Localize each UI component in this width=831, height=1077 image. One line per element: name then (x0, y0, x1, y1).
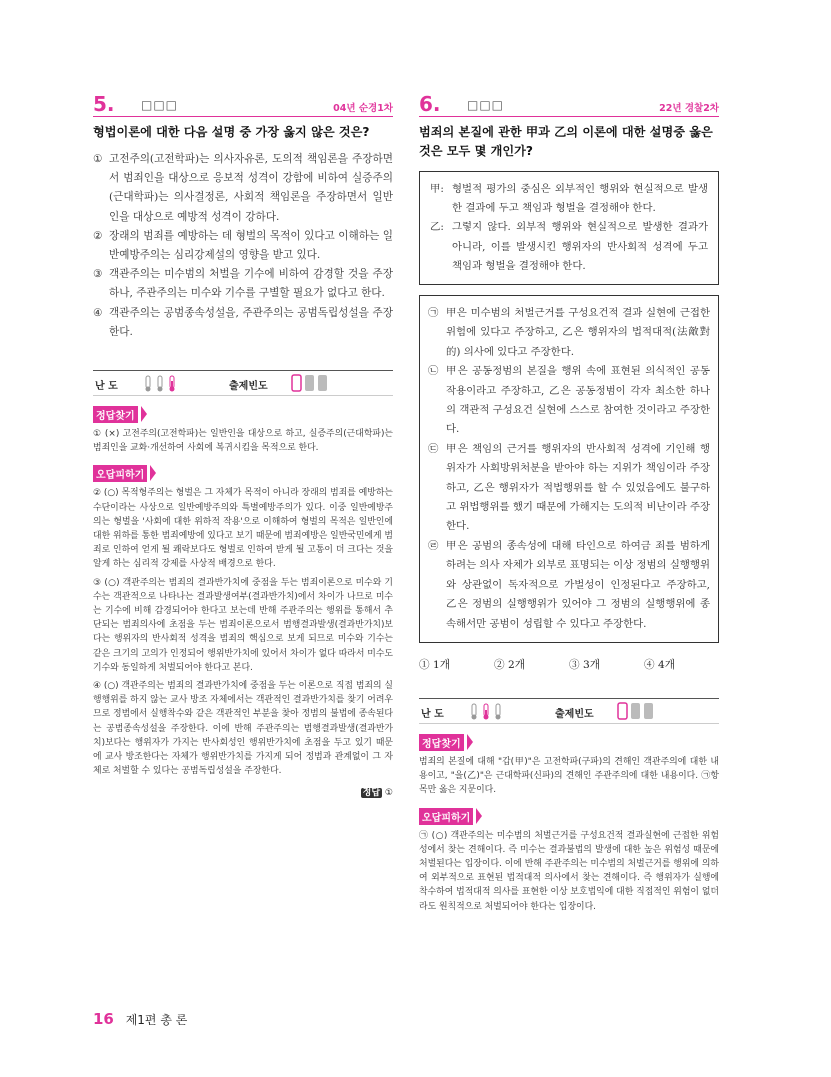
difficulty-label: 난 도 (95, 381, 118, 393)
option: ① 고전주의(고전학파)는 의사자유론, 도의적 책임론을 주장하면서 범죄인을 대상으로 응보적 성격이 강함에 비하여 실증주의(근대학파)는 의사결정론, 사회적 책임론을 주장하면서 일반인을 대상으로 예방적 성격이 강하다. (93, 153, 393, 223)
statement-box (419, 171, 719, 285)
battery-icon (291, 374, 331, 392)
frequency-label: 출제빈도 (555, 708, 594, 720)
item: ㉣ 甲은 공범의 종속성에 대해 타인으로 하여금 죄를 범하게 하려는 의사 자체가 외부로 표명되는 이상 정범의 실행행위와 상관없이 독자적으로 가벌성이 인정된다고 주장하고, 乙은 정범의 실행행위가 있어야 그 정범의 실행행위에 종속해서만 공범이 성립할 수 있다고 주장한다. (428, 539, 711, 630)
checkbox-group[interactable]: □□□ (141, 98, 179, 112)
answer-tag: 정답찾기 (93, 406, 138, 423)
item: ㉠ 甲은 미수범의 처벌근거를 구성요건적 결과 실현에 근접한 위험에 있다고 주장하고, 乙은 행위자의 법적대적(法敵對的) 의사에 있다고 주장한다. (428, 307, 710, 358)
question-number: 5. (93, 92, 115, 116)
choice[interactable]: ① 1개 (419, 658, 450, 671)
thermometer-icon (469, 702, 505, 720)
question-6 (419, 92, 719, 914)
difficulty-bar (93, 370, 393, 396)
explanation: ㉠ (○) 객관주의는 미수범의 처벌근거를 구성요건적 결과실현에 근접한 위험성에서 찾는 견해이다. 즉 미수는 결과불법의 발생에 대한 높은 위험성 때문에 처벌된다는 입장이다. 이에 반해 주관주의는 미수범의 처벌근거를 행위에 의하여 외부적으로 표현된 법적대적 의사에서 찾는 견해이다. 즉 행위자가 실행에 착수하여 법적대적 의사를 표현한 이상 보호법익에 대한 직접적인 위험이 없더라도 원칙적으로 처벌되어야 한다는 입장이다. (419, 830, 719, 912)
question-title: 형법이론에 대한 다음 설명 중 가장 옳지 않은 것은? (93, 125, 370, 139)
explanation: 범죄의 본질에 대해 "갑(甲)"은 고전학파(구파)의 견해인 객관주의에 대한 내용이고, "을(乙)"은 근대학파(신파)의 견해인 주관주의에 대한 내용이다. ㉠항목만 옳은 지문이다. (419, 756, 719, 796)
page-footer (93, 1010, 187, 1028)
statement: 甲: 형벌적 평가의 중심은 외부적인 행위와 현실적으로 발생한 결과에 두고 책임과 형벌을 결정해야 한다. (430, 183, 708, 215)
thermometer-icon (143, 374, 179, 392)
question-title: 범죄의 본질에 관한 甲과 乙의 이론에 대한 설명중 옳은 것은 모두 몇 개인가? (419, 125, 713, 158)
choice[interactable]: ② 2개 (494, 658, 525, 671)
question-number: 6. (419, 92, 441, 116)
difficulty-bar (419, 698, 719, 724)
choice[interactable]: ③ 3개 (569, 658, 600, 671)
page-number: 16 (93, 1010, 114, 1028)
statement: 乙: 그렇지 않다. 외부적 행위와 현실적으로 발생한 결과가 아니라, 이를 발생시킨 행위자의 반사회적 성격에 두고 책임과 형벌을 결정해야 한다. (430, 221, 708, 272)
footer-title: 제1편 총 론 (125, 1013, 188, 1027)
option: ② 장래의 범죄를 예방하는 데 형벌의 목적이 있다고 이해하는 일반예방주의는 심리강제설의 영향을 받고 있다. (93, 229, 393, 262)
choice[interactable]: ④ 4개 (644, 658, 675, 671)
items-box (419, 295, 719, 643)
wrong-answer-tag: 오답피하기 (93, 465, 147, 482)
question-6-header (419, 92, 719, 117)
question-source: 22년 경찰2차 (659, 103, 719, 114)
question-5 (93, 92, 393, 803)
wrong-answer-tag: 오답피하기 (419, 808, 473, 825)
answer-row (93, 785, 393, 803)
option: ④ 객관주의는 공범종속성설을, 주관주의는 공범독립성설을 주장한다. (93, 306, 393, 338)
explanation: ① (×) 고전주의(고전학파)는 일반인을 대상으로 하고, 실증주의(근대학파)는 범죄인을 교화·개선하여 사회에 복귀시킴을 목적으로 한다. (93, 429, 393, 454)
option-list (93, 150, 393, 342)
checkbox-group[interactable]: □□□ (467, 98, 505, 112)
explanation: ③ (○) 객관주의는 범죄의 결과반가치에 중점을 두는 범죄이론으로 미수와 기수는 객관적으로 나타나는 결과발생여부(결과반가치)에서 차이가 나므로 미수는 기수에 비해 감경되어야 한다고 보는데 반해 주관주의는 행위를 통해서 추단되는 범죄의사에 초점을 두는 범죄이론으로서 범행결과발생(결과반가치)보다는 행위자의 반사회적 성격을 범죄의 핵심으로 보게 되므로 미수와 기수는 같은 크기의 고의가 인정되어 행위반가치에 있어서 차이가 없다 따라서 미수도 기수와 동일하게 처벌되어야 한다고 본다. (93, 577, 393, 673)
explanation: ④ (○) 객관주의는 범죄의 결과반가치에 중점을 두는 이론으로 직접 범죄의 실행행위를 하지 않는 교사 방조 자체에서는 객관적인 결과반가치를 찾기 어려우므로 정범에서 실행착수와 같은 객관적인 부분을 찾아 정범의 불법에 종속된다는 공범종속성설을 주장한다. 이에 반해 주관주의는 범행결과발생(결과반가치)보다는 행위자가 가지는 반사회성인 행위반가치에 초점을 두고 있기 때문에 교사 방조한다는 자체가 행위반가치를 가지게 되어 정범과 관계없이 그 자체로 처벌할 수 있다는 공범독립성설을 주장한다. (93, 681, 393, 777)
answer: 정답 ① (362, 787, 393, 798)
option: ③ 객관주의는 미수범의 처벌을 기수에 비하여 감경할 것을 주장하나, 주관주의는 미수와 기수를 구별할 필요가 없다고 한다. (93, 268, 393, 300)
question-5-header (93, 92, 393, 117)
choice-list (419, 657, 719, 672)
difficulty-label: 난 도 (421, 708, 444, 720)
question-source: 04년 순경1차 (333, 103, 393, 114)
answer-tag: 정답찾기 (419, 734, 464, 751)
item: ㉡ 甲은 공동정범의 본질을 행위 속에 표현된 의식적인 공동작용이라고 주장하고, 乙은 공동정범이 각자 최소한 하나의 객관적 구성요건 실현에 스스로 참여한 것이라고 주장한다. (428, 365, 711, 436)
explanation: ② (○) 목적형주의는 형벌은 그 자체가 목적이 아니라 장래의 범죄를 예방하는 수단이라는 사상으로 일반예방주의와 특별예방주의가 있다. 이중 일반예방주의는 형벌을 '사회에 대한 위하적 작용'으로 이해하여 형벌의 목적은 일반인에 대한 위하를 통한 범죄예방에 있다고 보기 때문에 범죄예방은 일반국민에게 범죄로 인하여 얻게 될 쾌락보다도 형벌로 인하여 받게 될 고통이 더 크다는 것을 알게 하는 심리적 강제를 사상적 배경으로 한다. (93, 488, 393, 570)
item: ㉢ 甲은 책임의 근거를 행위자의 반사회적 성격에 기인해 행위자가 사회방위처분을 받아야 하는 지위가 책임이라 주장하고, 乙은 행위자가 적법행위를 할 수 있었음에도 불구하고 위법행위를 했기 때문에 가해지는 도의적 비난이라 주장한다. (428, 442, 711, 533)
battery-icon (617, 702, 657, 720)
frequency-label: 출제빈도 (229, 381, 268, 393)
